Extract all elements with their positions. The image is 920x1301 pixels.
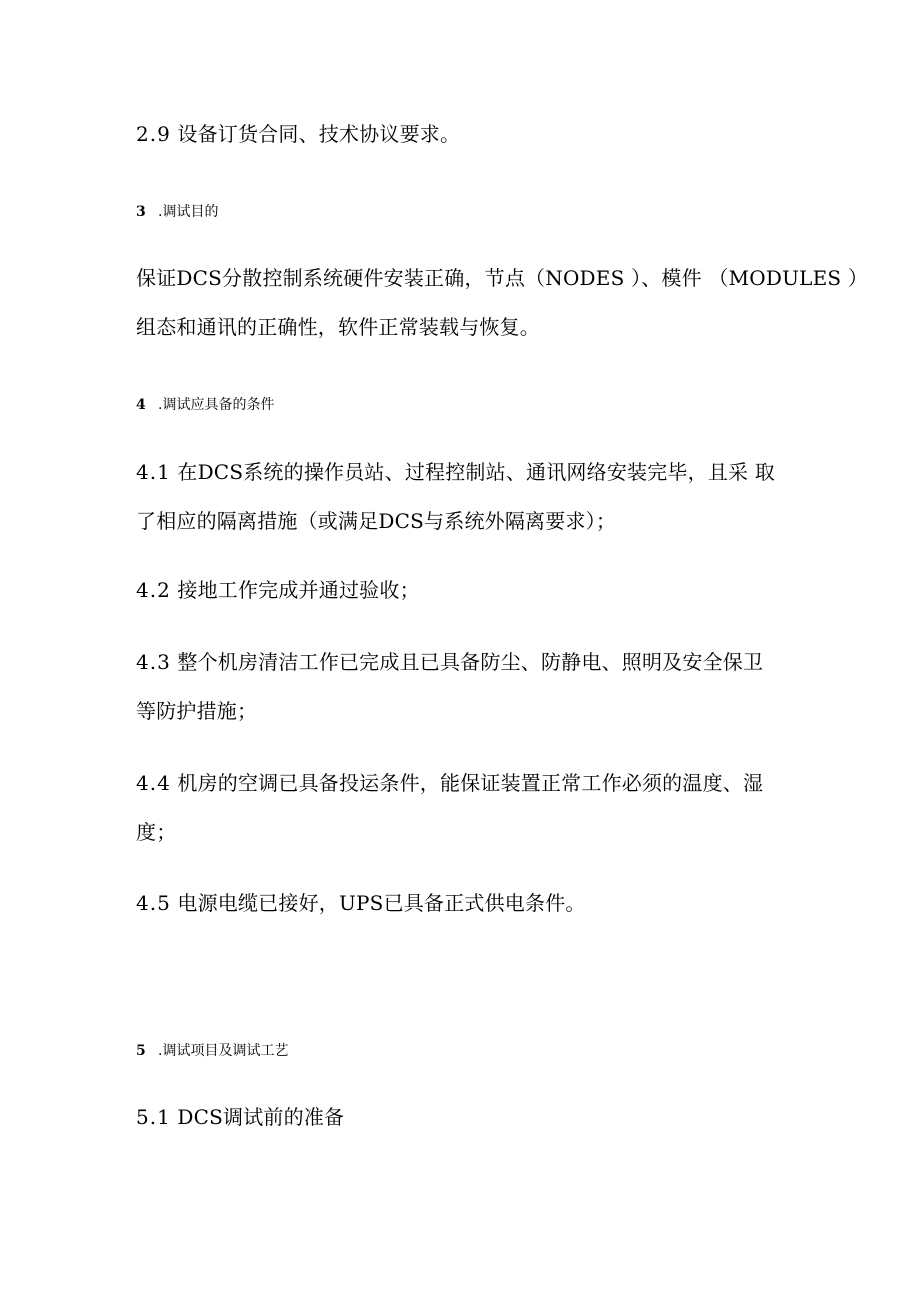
item-text: DCS调试前的准备	[177, 1105, 345, 1129]
item-number: 4.5	[136, 891, 171, 915]
item-text: 机房的空调已具备投运条件，能保证装置正常工作必须的温度、湿	[177, 771, 764, 795]
heading-number: 5	[136, 1043, 146, 1059]
heading-text: .调试项目及调试工艺	[158, 1043, 289, 1059]
paragraph-text: 保证DCS分散控制系统硬件安装正确，节点（NODES ）、模件 （MODULES ）	[136, 266, 869, 290]
item-number: 4.4	[136, 771, 171, 795]
section-4-1	[136, 460, 775, 484]
heading-number: 4	[136, 397, 146, 413]
item-text: 在DCS系统的操作员站、过程控制站、通讯网络安装完毕，且采 取	[177, 460, 775, 484]
section-4-1-cont	[136, 509, 616, 533]
heading-text: .调试应具备的条件	[158, 397, 275, 413]
item-text: 设备订货合同、技术协议要求。	[177, 122, 461, 146]
heading-text: .调试目的	[158, 204, 219, 220]
item-text: 度；	[136, 820, 177, 844]
heading-3	[136, 203, 218, 221]
section-2-9	[136, 122, 460, 146]
item-text: 等防护措施；	[136, 699, 258, 723]
item-text: 接地工作完成并通过验收；	[177, 578, 420, 602]
section-4-4-cont	[136, 820, 176, 844]
section-4-3	[136, 650, 763, 674]
section-5-1	[136, 1105, 344, 1129]
item-text: 整个机房清洁工作已完成且已具备防尘、防静电、照明及安全保卫	[177, 650, 764, 674]
heading-number: 3	[136, 204, 146, 220]
section-4-3-cont	[136, 699, 257, 723]
item-text: 了相应的隔离措施（或满足DCS与系统外隔离要求）；	[136, 509, 617, 533]
item-number: 4.3	[136, 650, 171, 674]
item-number: 5.1	[136, 1105, 171, 1129]
section-4-5	[136, 891, 586, 915]
section-4-4	[136, 771, 763, 795]
item-number: 2.9	[136, 122, 171, 146]
item-number: 4.2	[136, 578, 171, 602]
section-4-2	[136, 578, 420, 602]
paragraph-text: 组态和通讯的正确性，软件正常装载与恢复。	[136, 315, 540, 339]
heading-5	[136, 1042, 288, 1060]
purpose-line-2	[136, 315, 540, 339]
heading-4	[136, 396, 274, 414]
purpose-line-1	[136, 266, 868, 290]
item-text: 电源电缆已接好，UPS已具备正式供电条件。	[177, 891, 586, 915]
item-number: 4.1	[136, 460, 171, 484]
